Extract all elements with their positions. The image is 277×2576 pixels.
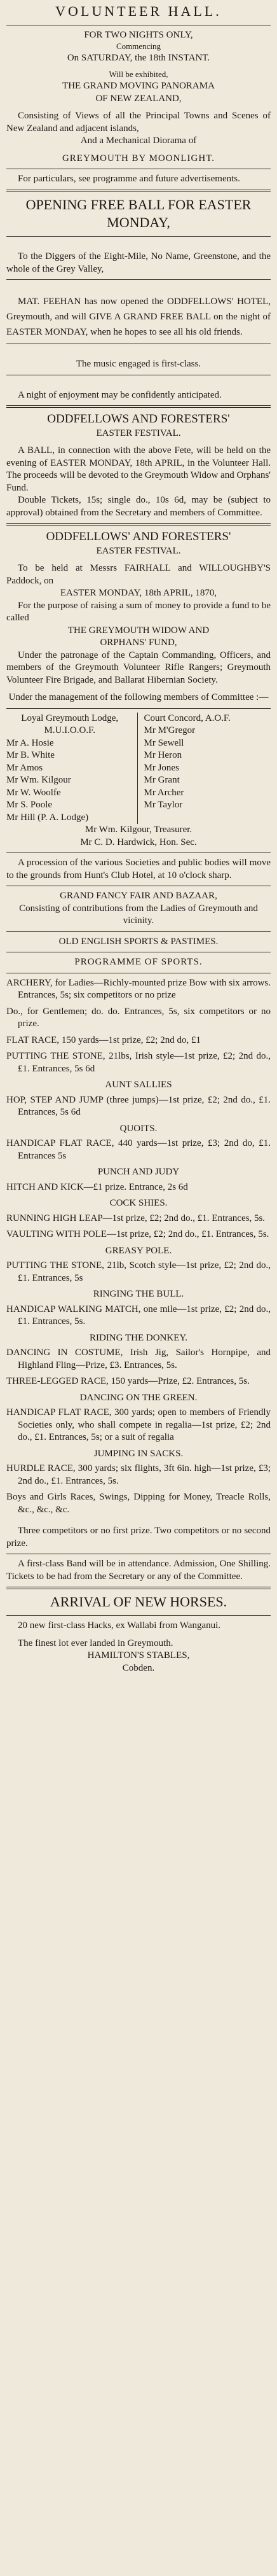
ad-line: Under the patronage of the Captain Commanding, Officers, and members of the Greymouth Volunteer Rifle Rangers; Greymouth Volunteer Fire Brigade, and Ballarat Hibernian Society.: [6, 650, 271, 685]
ad-line: A first-class Band will be in attendance. Admission, One Shilling. Tickets to be had from the Secretary or any of the Committee.: [6, 1559, 271, 1582]
ad-line: And a Mechanical Diorama of: [80, 136, 197, 146]
sport-item: HOP, STEP AND JUMP (three jumps)—1st prize, £2; 2nd do., £1. Entrances, 5s 6d: [6, 1094, 271, 1118]
ad-line: For particulars, see programme and future advertisements.: [18, 174, 240, 184]
member: Mr Jones: [144, 762, 179, 773]
sport-item: DANCING IN COSTUME, Irish Jig, Sailor's Hornpipe, and Highland Fling—Prize, £3. Entrances, 5s.: [6, 1347, 271, 1370]
ad-title: EASTER FESTIVAL.: [96, 545, 181, 556]
ad-line: Commencing: [116, 41, 161, 52]
divider: [6, 190, 271, 192]
sports-list: [6, 977, 271, 1517]
ad-line: Will be exhibited,: [109, 69, 168, 80]
ad-line: EASTER MONDAY, 18th APRIL, 1870,: [60, 588, 217, 599]
member: Mr W. Woolfe: [6, 787, 61, 798]
member: Mr Archer: [144, 787, 184, 798]
lodge-name: Loyal Greymouth Lodge, M.U.I.O.O.F.: [21, 713, 119, 736]
sport-heading: AUNT SALLIES: [105, 1080, 172, 1090]
ad-line: A procession of the various Societies and public bodies will move to the grounds from Hunt's Club Hotel, at 10 o'clock sharp.: [6, 858, 271, 881]
ad-fete: [6, 529, 271, 1583]
ad-line: PROGRAMME OF SPORTS.: [74, 957, 203, 968]
ad-line: Under the management of the following members of Committee :—: [8, 692, 269, 703]
sport-heading: COCK SHIES.: [109, 1198, 168, 1209]
divider: [6, 1587, 271, 1589]
divider: [6, 708, 271, 709]
sport-item: PUTTING THE STONE, 21lbs, Irish style—1st prize, £2; 2nd do., £1. Entrances, 5s 6d: [6, 1051, 271, 1074]
member: Mr A. Hosie: [6, 737, 54, 748]
divider: [6, 405, 271, 408]
sport-item: HITCH AND KICK—£1 prize. Entrance, 2s 6d: [6, 1181, 188, 1192]
treasurer: Mr Wm. Kilgour, Treasurer.: [84, 825, 193, 835]
ad-festival-ball: [6, 412, 271, 519]
member: Mr M'Gregor: [144, 725, 196, 736]
ad-title: ODDFELLOWS' AND FORESTERS': [46, 530, 231, 544]
ad-line: To the Diggers of the Eight-Mile, No Name, Greenstone, and the whole of the Grey Valley,: [6, 251, 271, 274]
sport-item: HANDICAP WALKING MATCH, one mile—1st prize, £2; 2nd do., £1. Entrances, 5s.: [6, 1304, 271, 1327]
member: Mr Hill (P. A. Lodge): [6, 812, 89, 823]
ad-title: VOLUNTEER HALL.: [55, 3, 222, 19]
member: Mr Heron: [144, 750, 182, 761]
ad-line: Three competitors or no first prize. Two competitors or no second prize.: [6, 1526, 271, 1549]
ad-line: Cobden.: [122, 1662, 155, 1673]
sport-item: FLAT RACE, 150 yards—1st prize, £2; 2nd do, £1: [6, 1034, 201, 1045]
ad-volunteer-hall: [6, 3, 271, 186]
divider: [6, 1615, 271, 1616]
sport-item: THREE-LEGGED RACE, 150 yards—Prize, £2. Entrances, 5s.: [6, 1376, 250, 1387]
ad-line: Consisting of contributions from the Ladies of Greymouth and vicinity.: [19, 903, 258, 926]
divider: [6, 523, 271, 526]
committee-right: [138, 713, 271, 825]
ad-line: HAMILTON'S STABLES,: [87, 1650, 190, 1661]
ad-title: EASTER FESTIVAL.: [96, 428, 181, 438]
committee-left: [6, 713, 138, 825]
ad-line: OLD ENGLISH SPORTS & PASTIMES.: [58, 936, 219, 947]
ad-line: GRAND FANCY FAIR AND BAZAAR,: [60, 891, 217, 902]
ad-line: MAT. FEEHAN has now opened the ODDFELLOWS' HOTEL, Greymouth, and will GIVE A GRAND FREE BALL on the night of EASTER MONDAY, when he hopes to see all his old friends.: [6, 296, 271, 338]
member: Mr S. Poole: [6, 800, 53, 811]
ad-line: The finest lot ever landed in Greymouth.: [18, 1638, 173, 1648]
ad-line: To be held at Messrs FAIRHALL and WILLOUGHBY'S Paddock, on: [6, 563, 271, 586]
ad-line: THE GREYMOUTH WIDOW AND: [67, 625, 210, 636]
member: Mr B. White: [6, 750, 55, 761]
committee-list: [6, 713, 271, 825]
ad-line: The music engaged is first-class.: [76, 359, 201, 370]
ad-line: ORPHANS' FUND,: [100, 637, 177, 648]
sport-heading: GREASY POLE.: [105, 1245, 172, 1256]
sport-item: RUNNING HIGH LEAP—1st prize, £2; 2nd do., £1. Entrances, 5s.: [6, 1213, 266, 1223]
member: Mr Amos: [6, 762, 43, 773]
ad-line: For the purpose of raising a sum of money to provide a fund to be called: [6, 600, 271, 623]
sport-heading: DANCING ON THE GREEN.: [79, 1392, 198, 1403]
ad-line: FOR TWO NIGHTS ONLY,: [84, 29, 193, 40]
ad-title: ARRIVAL OF NEW HORSES.: [50, 1594, 227, 1610]
ad-line: Double Tickets, 15s; single do., 10s 6d, may be (subject to approval) obtained from the Secretary and members of Committee.: [6, 495, 271, 518]
ad-title: OPENING FREE BALL FOR EASTER MONDAY,: [25, 196, 252, 231]
ad-horses: [6, 1593, 271, 1674]
sport-heading: JUMPING IN SACKS.: [93, 1448, 184, 1459]
sport-item: ARCHERY, for Ladies—Richly-mounted prize Bow with six arrows. Entrances, 5s; six competitors or no prize: [6, 977, 271, 1001]
ad-line: OF NEW ZEALAND,: [95, 93, 182, 104]
sport-item: VAULTING WITH POLE—1st prize, £2; 2nd do., £1. Entrances, 5s.: [6, 1229, 269, 1240]
sport-item: HURDLE RACE, 300 yards; six flights, 3ft 6in. high—1st prize, £3; 2nd do., £1. Entrances, 5s.: [6, 1463, 271, 1486]
sport-item: PUTTING THE STONE, 21lb, Scotch style—1st prize, £2; 2nd do., £1. Entrances, 5s: [6, 1260, 271, 1283]
sport-item: HANDICAP FLAT RACE, 300 yards; open to members of Friendly Societies only, who shall compete in regalia—1st prize, £2; 2nd do., £1. Entrances, 5s; or a suit of regalia: [6, 1407, 271, 1443]
ad-line: GREYMOUTH BY MOONLIGHT.: [62, 153, 215, 164]
lodge-name: Court Concord, A.O.F.: [144, 713, 231, 723]
ad-line: Consisting of Views of all the Principal Towns and Scenes of New Zealand and adjacent islands,: [6, 111, 271, 134]
ad-free-ball: [6, 196, 271, 401]
sport-item: HANDICAP FLAT RACE, 440 yards—1st prize, £3; 2nd do, £1. Entrances 5s: [6, 1138, 271, 1161]
ad-line: On SATURDAY, the 18th INSTANT.: [67, 52, 210, 63]
member: Mr Grant: [144, 775, 180, 786]
sport-heading: QUOITS.: [119, 1123, 158, 1134]
divider: [6, 931, 271, 932]
sport-item: Do., for Gentlemen; do. do. Entrances, 5s, six competitors or no prize.: [6, 1006, 271, 1029]
sport-item: Boys and Girls Races, Swings, Dipping for Money, Treacle Rolls, &c., &c., &c.: [6, 1492, 271, 1515]
ad-line: 20 new first-class Hacks, ex Wallabi from Wanganui.: [18, 1620, 221, 1631]
sport-heading: PUNCH AND JUDY: [97, 1167, 180, 1178]
member: Mr Taylor: [144, 800, 183, 811]
ad-line: A night of enjoyment may be confidently anticipated.: [18, 389, 222, 400]
divider: [6, 236, 271, 237]
sport-heading: RINGING THE BULL.: [93, 1289, 184, 1300]
ad-title: ODDFELLOWS AND FORESTERS': [47, 412, 230, 426]
secretary: Mr C. D. Hardwick, Hon. Sec.: [80, 837, 197, 847]
ad-line: A BALL, in connection with the above Fete, will be held on the evening of EASTER MONDAY, 18th APRIL, in the Volunteer Hall. The proceeds will be devoted to the Greymouth Widow and Orphans' Fund.: [6, 445, 271, 493]
member: Mr Wm. Kilgour: [6, 775, 71, 786]
sport-heading: RIDING THE DONKEY.: [89, 1332, 188, 1343]
ad-line: THE GRAND MOVING PANORAMA: [62, 81, 215, 92]
member: Mr Sewell: [144, 737, 184, 748]
divider: [6, 279, 271, 280]
